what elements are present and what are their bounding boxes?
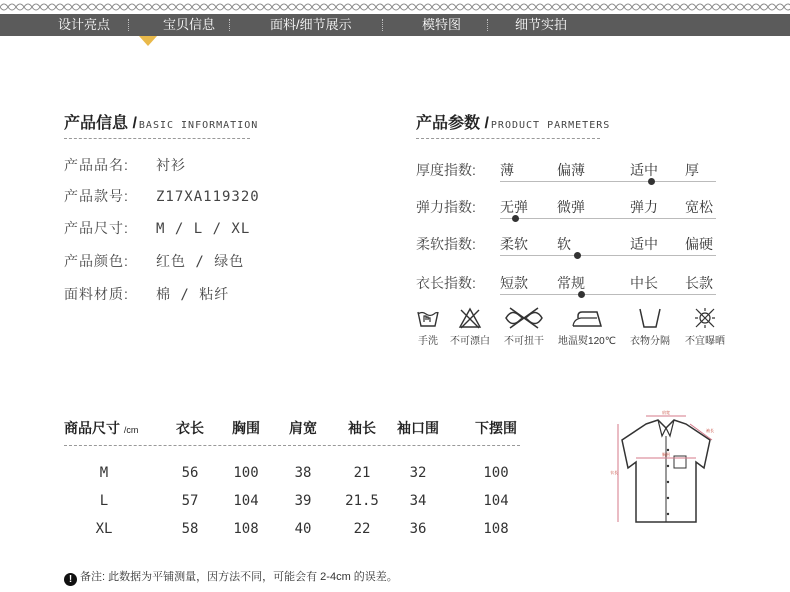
size-row-label: L — [99, 493, 109, 509]
info-value: 红色 / 绿色 — [156, 254, 245, 270]
param-option: 适中 — [630, 236, 658, 252]
params-title-cn: 产品参数 / — [416, 115, 489, 132]
info-row-sizes — [64, 218, 250, 238]
param-option: 软 — [557, 236, 571, 252]
separate-wash-icon — [638, 306, 662, 330]
param-indicator-dot — [648, 178, 655, 185]
size-table-title — [64, 418, 138, 438]
size-column-header: 胸围 — [232, 420, 260, 436]
info-row-style-number — [64, 186, 260, 206]
nav-design-highlights[interactable]: 设计亮点 — [58, 17, 111, 32]
nav-separator — [128, 19, 131, 31]
info-label: 面料材质: — [64, 286, 129, 302]
nav-separator — [487, 19, 490, 31]
care-no-wring — [500, 306, 548, 347]
title-divider — [416, 138, 600, 139]
nav-separator — [229, 19, 232, 31]
shirt-measurement-diagram — [606, 410, 726, 530]
param-option: 偏硬 — [685, 236, 713, 252]
param-label: 柔软指数: — [416, 236, 476, 252]
size-table-title-text: 商品尺寸 — [64, 420, 120, 436]
size-table-divider — [64, 445, 520, 446]
diagram-label-length: 衣长 — [610, 470, 618, 475]
param-indicator-dot — [574, 252, 581, 259]
size-cell: 40 — [294, 521, 312, 537]
info-value: 衬衫 — [156, 158, 186, 174]
param-option: 常规 — [557, 275, 585, 291]
care-hand-wash — [416, 306, 440, 347]
size-cell: 100 — [483, 465, 509, 481]
param-option: 宽松 — [685, 199, 713, 215]
size-cell: 39 — [294, 493, 312, 509]
size-row-label: M — [99, 465, 109, 481]
no-bleach-icon — [458, 306, 482, 330]
param-option: 弹力 — [630, 199, 658, 215]
low-iron-icon — [570, 306, 604, 330]
param-option: 柔软 — [500, 236, 528, 252]
param-option: 薄 — [500, 162, 514, 178]
info-row-colors — [64, 251, 244, 271]
param-label: 厚度指数: — [416, 162, 476, 178]
size-cell: 36 — [409, 521, 427, 537]
care-separate-wash — [626, 306, 674, 347]
care-low-iron — [556, 306, 618, 347]
info-value: 棉 / 粘纤 — [156, 287, 230, 303]
size-cell: 104 — [483, 493, 509, 509]
params-title — [416, 110, 610, 133]
param-option: 适中 — [630, 162, 658, 178]
size-table-unit: /cm — [123, 425, 139, 435]
decorative-wave-border — [0, 0, 790, 14]
care-no-sun-dry — [680, 306, 730, 347]
basic-info-title-cn: 产品信息 / — [64, 115, 137, 132]
param-indicator-dot — [578, 291, 585, 298]
param-option: 中长 — [630, 275, 658, 291]
size-column-header: 袖长 — [348, 420, 376, 436]
info-row-name — [64, 155, 186, 175]
nav-separator — [382, 19, 385, 31]
info-label: 产品尺寸: — [64, 220, 129, 236]
param-scale-line — [500, 218, 716, 219]
size-column-header: 下摆围 — [475, 420, 517, 436]
nav-product-info[interactable]: 宝贝信息 — [163, 17, 216, 32]
measurement-note — [64, 568, 398, 586]
size-cell: 34 — [409, 493, 427, 509]
nav-model-photos[interactable]: 模特图 — [422, 17, 462, 32]
info-label: 产品颜色: — [64, 253, 129, 269]
care-label: 不可漂白 — [450, 336, 490, 347]
size-column-header: 衣长 — [176, 420, 204, 436]
basic-info-title — [64, 110, 258, 133]
size-cell: 32 — [409, 465, 427, 481]
diagram-label-shoulder: 肩宽 — [662, 410, 670, 415]
size-row-label: XL — [95, 521, 113, 537]
param-option: 短款 — [500, 275, 528, 291]
care-label: 不可扭干 — [504, 336, 544, 347]
hand-wash-icon — [416, 306, 440, 330]
size-column-header: 袖口围 — [397, 420, 439, 436]
param-label: 衣长指数: — [416, 275, 476, 291]
info-value: M / L / XL — [156, 221, 251, 237]
size-cell: 57 — [181, 493, 199, 509]
warning-icon: ! — [64, 573, 77, 586]
size-column-header: 肩宽 — [289, 420, 317, 436]
param-scale-line — [500, 294, 716, 295]
nav-fabric-details[interactable]: 面料/细节展示 — [270, 17, 352, 32]
param-scale-line — [500, 181, 716, 182]
info-value: Z17XA119320 — [156, 189, 260, 205]
shirt-buttons — [667, 449, 669, 515]
section-nav-bar — [0, 14, 790, 36]
size-cell: 100 — [233, 465, 259, 481]
care-label: 不宜曝晒 — [685, 336, 725, 347]
size-cell: 21.5 — [345, 493, 379, 509]
param-option: 长款 — [685, 275, 713, 291]
title-divider — [64, 138, 250, 139]
no-wring-icon — [502, 306, 546, 330]
param-indicator-dot — [512, 215, 519, 222]
care-label: 衣物分隔 — [630, 336, 670, 347]
diagram-label-chest: 胸围 — [662, 452, 670, 457]
info-label: 产品品名: — [64, 157, 129, 173]
param-option: 无弹 — [500, 199, 528, 215]
param-option: 偏薄 — [557, 162, 585, 178]
param-label: 弹力指数: — [416, 199, 476, 215]
param-option: 微弹 — [557, 199, 585, 215]
size-cell: 21 — [353, 465, 371, 481]
size-cell: 22 — [353, 521, 371, 537]
info-label: 产品款号: — [64, 188, 129, 204]
size-cell: 108 — [233, 521, 259, 537]
care-label: 手洗 — [418, 336, 438, 347]
param-scale-line — [500, 255, 716, 256]
note-text: 备注: 此数据为平铺测量，因方法不同，可能会有 2-4cm 的误差。 — [80, 571, 398, 583]
diagram-label-sleeve: 袖长 — [706, 428, 714, 433]
active-nav-marker-icon — [139, 36, 157, 46]
care-no-bleach — [448, 306, 492, 347]
nav-detail-photos[interactable]: 细节实拍 — [515, 17, 568, 32]
care-label: 地温熨120℃ — [558, 336, 616, 347]
size-cell: 58 — [181, 521, 199, 537]
size-cell: 108 — [483, 521, 509, 537]
size-cell: 38 — [294, 465, 312, 481]
no-sun-dry-icon — [693, 306, 717, 330]
size-cell: 56 — [181, 465, 199, 481]
params-title-en: PRODUCT PARMETERS — [490, 120, 611, 131]
param-option: 厚 — [685, 162, 699, 178]
size-cell: 104 — [233, 493, 259, 509]
info-row-material — [64, 284, 229, 304]
basic-info-title-en: BASIC INFORMATION — [138, 120, 259, 131]
